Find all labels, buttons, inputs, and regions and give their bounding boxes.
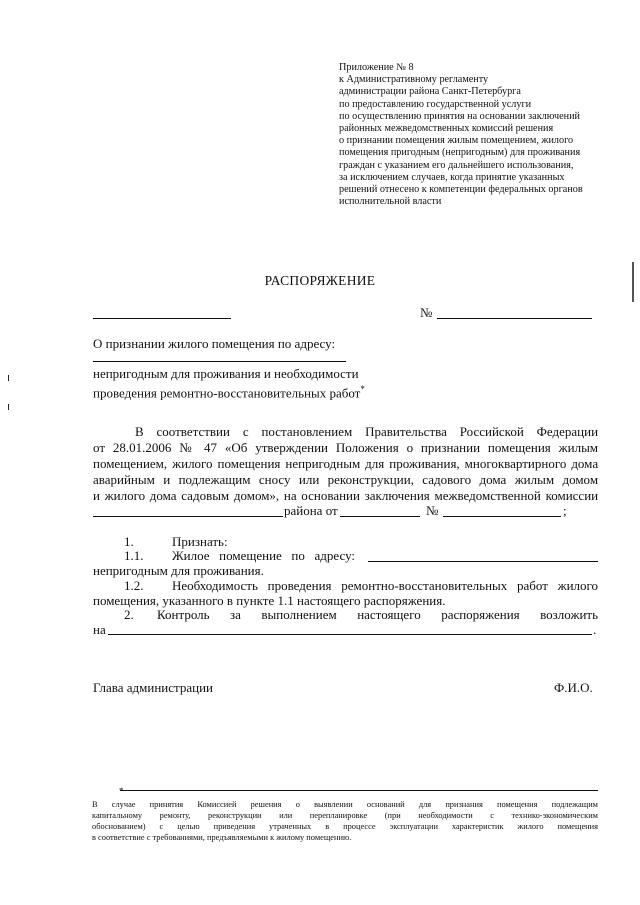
word: и (163, 472, 171, 487)
word: возложить (540, 607, 598, 622)
item-1-1-address-blank (368, 561, 598, 562)
scan-edge-mark (8, 404, 9, 410)
word: 47 (204, 440, 218, 455)
word: межведомственной (434, 488, 541, 503)
word: подлежащим (178, 472, 251, 487)
word: соответствии (156, 424, 230, 439)
word: аварийным (93, 472, 155, 487)
word: Контроль (157, 607, 210, 622)
word: с (242, 424, 249, 439)
appendix-line: помещения пригодным (непригодным) для проживания (339, 147, 581, 159)
word: В (135, 424, 144, 439)
preamble-line-1 (135, 424, 598, 439)
word: непригодным (285, 456, 361, 471)
item-1-2-continuation: помещения, указанного в пункте 1.1 настоящего распоряжения. (93, 593, 446, 608)
word: и (93, 488, 100, 503)
word: заключения (364, 488, 430, 503)
appendix-header (339, 62, 609, 208)
footnote-mark: * (119, 786, 124, 796)
commission-date-blank (340, 516, 420, 517)
word: проведения (267, 578, 332, 593)
word: работ (517, 578, 548, 593)
word: жилого (557, 578, 598, 593)
item-1-number: 1. (124, 534, 134, 549)
word: садового (422, 472, 472, 487)
word: комиссии (545, 488, 598, 503)
word: проживания, (389, 456, 460, 471)
word: на (283, 488, 297, 503)
word: реконструкции, (327, 472, 414, 487)
word: утверждении (255, 440, 329, 455)
appendix-line: о признании помещения жилым помещением, жилого (339, 135, 574, 147)
appendix-line: за исключением случаев, когда принятие указанных (339, 171, 565, 183)
word: помещение (219, 548, 282, 563)
appendix-line: к Административному регламенту (339, 74, 489, 86)
number-blank (437, 318, 592, 319)
word: Жилое (172, 548, 210, 563)
subject-line-3 (93, 382, 365, 400)
word: Положения (335, 440, 399, 455)
item-1-text: Признать: (172, 534, 228, 549)
preamble-line-4 (93, 472, 598, 487)
commission-district-blank (93, 516, 283, 517)
word: «Об (224, 440, 248, 455)
word: жилого (104, 488, 146, 503)
word: ремонтно-восстановительных (341, 578, 508, 593)
preamble-line-2 (93, 440, 598, 455)
item-1-2-text (172, 578, 598, 593)
word: № (179, 440, 197, 455)
footnote-separator (120, 790, 598, 791)
word: выполнением (261, 607, 337, 622)
word: по (291, 548, 305, 563)
word: признании (420, 440, 481, 455)
word: помещения (487, 440, 551, 455)
word: Необходимость (172, 578, 258, 593)
word: адресу: (314, 548, 355, 563)
signature-name: Ф.И.О. (554, 680, 593, 695)
word: 28.01.2006 (112, 440, 172, 455)
word: помещением, (93, 456, 168, 471)
footnote-marker: * (360, 384, 365, 394)
item-2-end: . (593, 622, 597, 637)
preamble-end: ; (563, 503, 567, 518)
word: о (406, 440, 414, 455)
item-1-2-number: 1.2. (124, 578, 144, 593)
footnote-line: капитальному ремонту, реконструкции или перепланировке (при необходимости с технико-экономическим (92, 811, 598, 821)
appendix-line: по осуществлению принятия на основании заключений (339, 110, 580, 122)
word: за (230, 607, 241, 622)
word: настоящего (357, 607, 421, 622)
scan-edge-mark (632, 262, 634, 302)
appendix-line: районных межведомственных комиссий решения (339, 123, 554, 135)
item-2-on: на (93, 622, 106, 637)
item-1-1-number: 1.1. (124, 548, 144, 563)
word: или (298, 472, 320, 487)
word: жилым (558, 440, 598, 455)
item-2-responsible-blank (108, 634, 592, 635)
preamble-line-5 (93, 488, 598, 503)
word: распоряжения (441, 607, 520, 622)
word: для (365, 456, 385, 471)
word: домом (562, 472, 598, 487)
subject-line-3-text: проведения ремонтно-восстановительных работ (93, 385, 361, 401)
word: многоквартирного (464, 456, 567, 471)
district-from-label: района от (284, 503, 338, 518)
item-1-1-continuation: непригодным для проживания. (93, 563, 264, 578)
appendix-line: исполнительной власти (339, 196, 442, 208)
date-blank (93, 318, 231, 319)
word: домом», (233, 488, 280, 503)
appendix-line: Приложение № 8 (339, 62, 414, 73)
item-1-1-text (172, 548, 355, 563)
appendix-line: по предоставлению государственной услуги (339, 98, 532, 110)
word: Российской (459, 424, 524, 439)
word: Правительства (365, 424, 447, 439)
item-2-text (157, 607, 598, 622)
footnote-text (92, 799, 598, 843)
address-blank (93, 361, 346, 362)
footnote-line: обоснованием) с целью приведения утраченных в процессе эксплуатации характеристик жилого помещения (92, 822, 598, 832)
word: жилым (514, 472, 555, 487)
word: основании (301, 488, 360, 503)
word: от (93, 440, 106, 455)
word: дома (571, 456, 598, 471)
subject-line-2: непригодным для проживания и необходимости (93, 366, 359, 381)
preamble-line-3 (93, 456, 598, 471)
word: помещения (217, 456, 281, 471)
signature-title: Глава администрации (93, 680, 214, 695)
footnote-line: в соответствие с требованиями, предъявляемыми к жилому помещению. (92, 833, 352, 843)
word: дома (479, 472, 507, 487)
subject-line-1: О признании жилого помещения по адресу: (93, 336, 336, 351)
appendix-line: администрации района Санкт-Петербурга (339, 86, 521, 98)
word: садовым (181, 488, 230, 503)
word: Федерации (536, 424, 598, 439)
word: постановлением (261, 424, 353, 439)
document-title: РАСПОРЯЖЕНИЕ (264, 273, 376, 288)
appendix-line: граждан с указанием его дальнейшего использования, (339, 159, 574, 171)
number-sign: № (420, 305, 433, 320)
word: дома (149, 488, 177, 503)
footnote-line: В случае принятия Комиссией решения о выявлении оснований для признания помещения подлежащим (92, 800, 598, 809)
word: жилого (172, 456, 213, 471)
commission-number-blank (443, 516, 561, 517)
item-2-number: 2. (124, 607, 134, 622)
commission-number-sign: № (426, 503, 439, 518)
word: сносу (258, 472, 291, 487)
appendix-line: решений отнесено к компетенции федеральных органов (339, 184, 583, 196)
scan-edge-mark (8, 375, 9, 381)
